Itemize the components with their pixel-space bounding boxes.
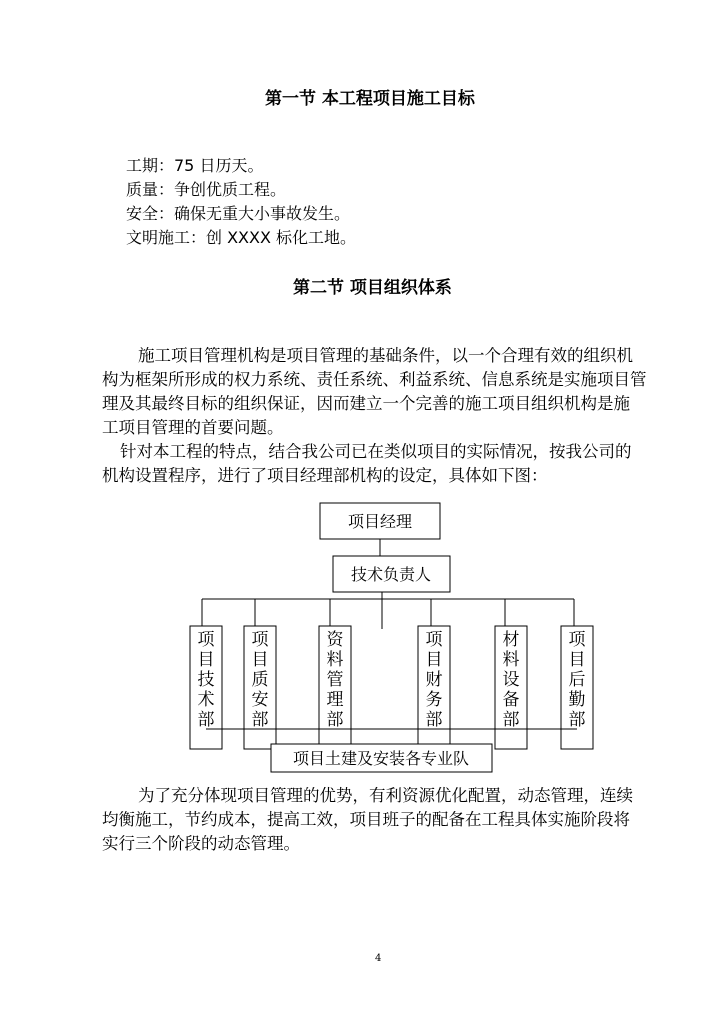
goal-line-safety: 安全：确保无重大小事故发生。 [126,204,351,223]
section-2-title: 第二节 项目组织体系 [293,278,452,298]
org-label-department: 项目技术部 [197,630,215,730]
page-number: 4 [375,953,382,964]
paragraph-line: 机构设置程序，进行了项目经理部机构的设定，具体如下图： [102,466,548,485]
org-label-department: 资料管理部 [326,630,344,730]
paragraph-line: 实行三个阶段的动态管理。 [102,834,300,853]
org-label-department: 项目财务部 [425,630,443,730]
section-1-title: 第一节 本工程项目施工目标 [265,89,475,109]
goal-line-quality: 质量：争创优质工程。 [126,180,287,199]
org-label-department: 材料设备部 [502,630,520,730]
org-label-project-manager: 项目经理 [347,512,413,531]
paragraph-line: 理及其最终目标的组织保证，因而建立一个完善的施工项目组织机构是施 [102,394,630,413]
paragraph-line: 施工项目管理机构是项目管理的基础条件，以一个合理有效的组织机 [138,346,633,365]
paragraph-line: 工项目管理的首要问题。 [102,418,284,437]
paragraph-line: 构为框架所形成的权力系统、责任系统、利益系统、信息系统是实施项目管 [102,370,647,389]
org-label-technical-lead: 技术负责人 [350,565,432,584]
org-label-department: 项目质安部 [251,630,269,730]
goal-line-duration: 工期：75 日历天。 [126,156,264,175]
org-label-department: 项目后勤部 [568,630,586,730]
paragraph-line: 为了充分体现项目管理的优势，有利资源优化配置，动态管理，连续 [138,786,633,805]
paragraph-line: 均衡施工，节约成本，提高工效，项目班子的配备在工程具体实施阶段将 [102,810,630,829]
goal-line-civilized: 文明施工：创 XXXX 标化工地。 [126,228,357,247]
paragraph-line: 针对本工程的特点，结合我公司已在类似项目的实际情况，按我公司的 [120,442,632,461]
org-label-professional-teams: 项目土建及安装各专业队 [292,749,470,768]
